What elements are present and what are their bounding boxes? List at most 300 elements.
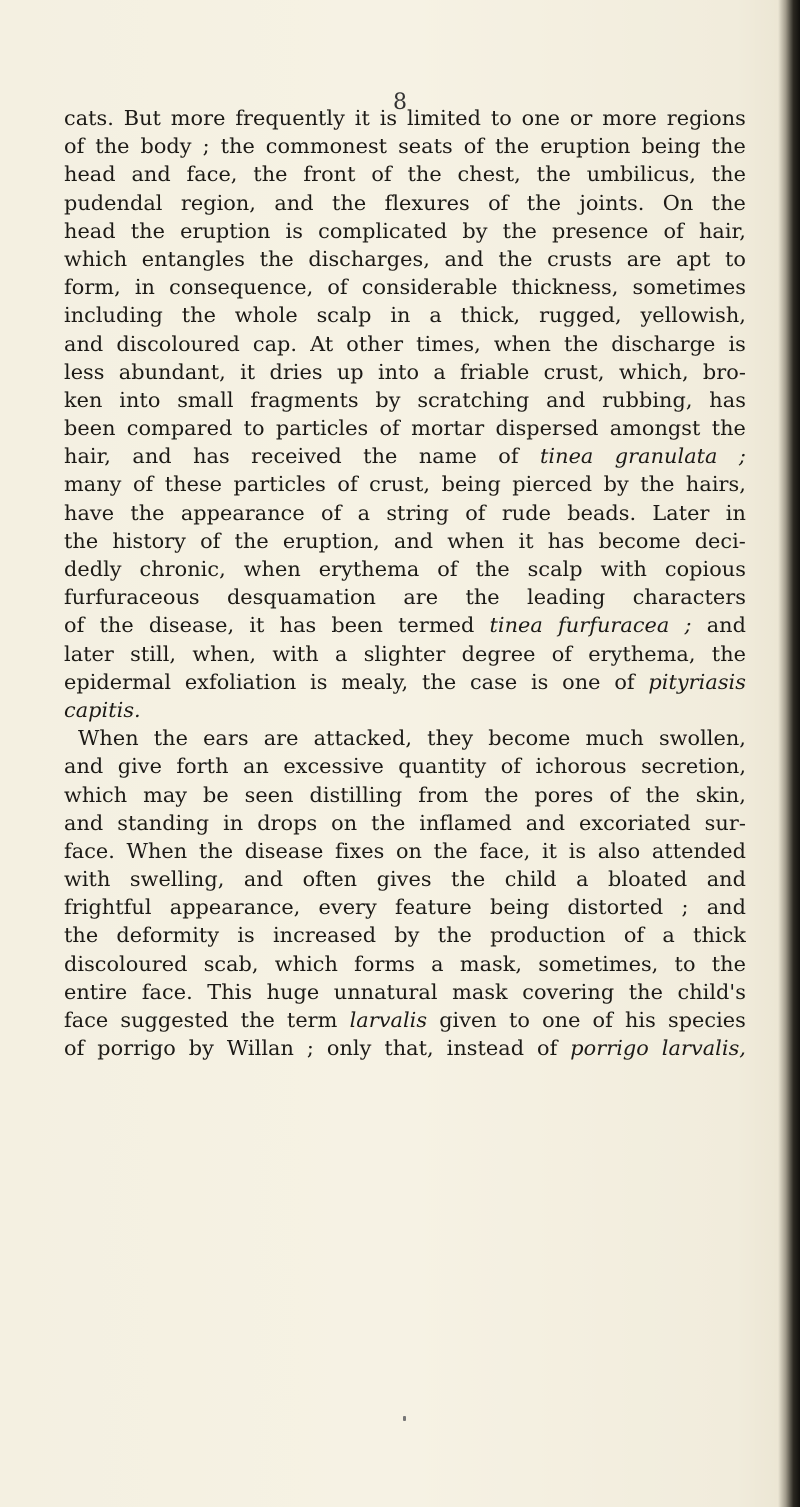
word: the	[198, 838, 234, 863]
text-line	[64, 470, 746, 498]
word: of	[592, 1008, 613, 1032]
word: forms	[354, 951, 415, 976]
word: of	[500, 754, 522, 779]
word: to	[674, 951, 696, 976]
word: one	[542, 1008, 581, 1032]
word: hair,	[698, 218, 746, 243]
word: leading	[527, 585, 606, 610]
word: to	[243, 416, 265, 441]
word: the	[64, 923, 99, 948]
word: abundant,	[118, 359, 226, 384]
word: by	[462, 218, 488, 243]
word: appearance	[180, 500, 305, 525]
word: it	[249, 613, 265, 638]
word: excessive	[283, 754, 384, 779]
word: and	[546, 387, 586, 412]
text-line	[64, 583, 746, 611]
word: in	[223, 810, 244, 835]
word: furfuracea	[558, 613, 670, 638]
word: furfuraceous	[64, 585, 200, 610]
word: of	[537, 1036, 558, 1061]
word: by	[603, 472, 629, 497]
word: discharge	[611, 331, 716, 356]
word: the	[495, 134, 530, 159]
word: and	[525, 810, 566, 835]
word: drops	[257, 810, 318, 835]
word: the	[153, 726, 188, 751]
word: ears	[203, 726, 249, 751]
word: the	[259, 246, 294, 271]
word: limited	[406, 106, 481, 130]
word: the	[421, 669, 457, 694]
word: one	[521, 106, 560, 130]
word: much	[585, 726, 644, 751]
word: presence	[552, 218, 649, 243]
word: it	[354, 106, 370, 130]
word: be	[203, 782, 229, 807]
word: or	[569, 106, 593, 130]
word: body	[140, 134, 192, 159]
word: the	[645, 782, 680, 807]
word: cats.	[64, 106, 114, 130]
ink-speck	[403, 1416, 406, 1421]
word: the	[437, 923, 472, 948]
word: of	[337, 472, 358, 497]
word: that,	[384, 1036, 434, 1061]
word: region,	[180, 190, 256, 215]
word: the	[498, 246, 533, 271]
word: form,	[64, 275, 121, 300]
word: termed	[398, 613, 475, 638]
word: disease	[244, 838, 324, 863]
word: sometimes,	[538, 951, 659, 976]
text-line	[64, 865, 746, 893]
word: a	[429, 303, 442, 328]
word: distorted	[567, 895, 664, 920]
text-line	[64, 837, 746, 865]
word: mortar	[411, 416, 485, 441]
word: become	[598, 528, 681, 553]
text-line	[64, 104, 746, 132]
word: the	[130, 218, 165, 243]
word: seats	[398, 134, 453, 159]
word: the	[253, 162, 288, 187]
word: tinea	[540, 444, 594, 469]
word: to	[490, 106, 512, 130]
word: of	[64, 1036, 85, 1061]
text-line	[64, 499, 746, 527]
word: instead	[446, 1036, 525, 1061]
text-line	[64, 414, 746, 442]
word: the	[711, 951, 746, 976]
word: and	[64, 754, 104, 779]
word: often	[302, 867, 358, 892]
word: larvalis,	[661, 1036, 746, 1061]
text-line	[64, 330, 746, 358]
text-line	[64, 555, 746, 583]
word: At	[310, 331, 334, 356]
word: face.	[64, 838, 115, 863]
word: on	[395, 838, 422, 863]
word: in	[390, 303, 411, 328]
word: in	[134, 275, 156, 300]
word: eruption,	[282, 528, 380, 553]
text-line	[64, 640, 746, 668]
word: child's	[677, 979, 746, 1004]
word: and	[132, 444, 172, 469]
word: when	[243, 557, 301, 581]
word: a	[335, 641, 348, 666]
word: discharges,	[308, 246, 430, 271]
word: secretion,	[641, 754, 746, 779]
body-text	[64, 104, 746, 1062]
word: has	[193, 444, 230, 469]
word: an	[242, 754, 269, 779]
text-line	[64, 1034, 746, 1062]
word: fixes	[335, 838, 385, 863]
text-line	[64, 273, 746, 301]
text-line	[64, 809, 746, 837]
word: the	[433, 838, 468, 863]
text-line	[64, 978, 746, 1006]
word: attended	[651, 838, 746, 863]
word: face	[64, 1008, 109, 1032]
word: the	[234, 528, 269, 553]
text-line	[64, 358, 746, 386]
word: the	[536, 162, 571, 187]
word: But	[123, 106, 161, 130]
word: child	[504, 867, 557, 892]
word: has	[547, 528, 585, 553]
word: thick,	[460, 303, 521, 328]
word: is	[379, 106, 398, 130]
word: ;	[738, 444, 746, 469]
word: umbilicus,	[586, 162, 696, 187]
word: ken	[64, 387, 103, 412]
word: head	[64, 218, 116, 243]
word: ;	[684, 613, 692, 638]
word: the	[331, 190, 367, 215]
word: other	[346, 331, 404, 356]
text-line	[64, 132, 746, 160]
word: swelling,	[129, 867, 225, 892]
word: a	[433, 359, 446, 384]
word: times,	[416, 331, 481, 356]
word: suggested	[120, 1008, 229, 1032]
word: gives	[376, 867, 432, 892]
word: frightful	[64, 895, 152, 920]
word: of	[371, 162, 392, 187]
word: when	[493, 331, 551, 356]
word: thick	[693, 923, 746, 948]
word: amongst	[609, 416, 701, 441]
word: ;	[202, 134, 210, 159]
word: with	[600, 557, 647, 581]
word: many	[64, 472, 122, 497]
word: porrigo	[97, 1036, 176, 1061]
word: case	[469, 669, 518, 694]
word: the	[628, 979, 663, 1004]
text-line	[64, 950, 746, 978]
word: a	[662, 923, 675, 948]
word: the	[181, 303, 216, 328]
word: and	[274, 190, 314, 215]
word: hair,	[64, 444, 111, 469]
word: apt	[676, 246, 711, 271]
word: pierced	[512, 472, 593, 497]
word: mask	[452, 979, 508, 1004]
word: joints.	[579, 190, 645, 215]
word: regions	[666, 106, 746, 130]
word: less	[64, 359, 105, 384]
word: the	[711, 190, 746, 215]
word: seen	[244, 782, 294, 807]
word: skin,	[695, 782, 746, 807]
word: desquamation	[226, 585, 376, 610]
word: slighter	[363, 641, 446, 666]
word: pudendal	[64, 190, 163, 215]
word: when,	[192, 641, 257, 666]
word: rubbing,	[602, 387, 693, 412]
word: dispersed	[495, 416, 599, 441]
word: is	[310, 669, 328, 694]
word: and	[706, 613, 746, 638]
text-line	[64, 442, 746, 470]
word: term	[286, 1008, 338, 1032]
text-line	[64, 217, 746, 245]
word: more	[602, 106, 657, 130]
word: with	[64, 867, 111, 892]
word: face,	[186, 162, 238, 187]
word: of	[465, 500, 486, 525]
word: being	[489, 895, 550, 920]
word: it	[240, 359, 256, 384]
text-line	[64, 893, 746, 921]
word: capitis.	[64, 697, 141, 722]
word: which,	[618, 359, 689, 384]
text-line	[64, 160, 746, 188]
word: have	[64, 500, 115, 525]
word: give	[117, 754, 162, 779]
word: Later	[652, 500, 710, 525]
word: by	[375, 387, 401, 412]
word: feature	[395, 895, 472, 920]
word: scratching	[417, 387, 530, 412]
word: particles	[275, 416, 369, 441]
word: the	[711, 416, 746, 441]
word: scab,	[203, 951, 259, 976]
word: thickness,	[511, 275, 619, 300]
word: the	[465, 585, 500, 610]
word: of	[488, 190, 509, 215]
text-line	[64, 386, 746, 414]
word: by	[188, 1036, 214, 1061]
word: production	[490, 923, 606, 948]
word: of	[463, 134, 485, 159]
word: Willan	[226, 1036, 294, 1061]
word: particles	[233, 472, 326, 497]
word: to	[508, 1008, 530, 1032]
word: of	[64, 613, 85, 638]
word: beads.	[567, 500, 637, 525]
word: of	[663, 218, 684, 243]
word: standing	[117, 810, 210, 835]
word: quantity	[398, 754, 487, 779]
word: bro-	[702, 359, 746, 384]
word: the	[475, 557, 510, 581]
word: pityriasis	[648, 669, 746, 694]
word: the	[130, 500, 165, 525]
word: mask,	[459, 951, 523, 976]
text-line	[64, 752, 746, 780]
word: still,	[130, 641, 177, 666]
word: ;	[306, 1036, 314, 1061]
word: deci-	[694, 528, 746, 553]
word: is	[728, 331, 746, 356]
text-line	[64, 611, 746, 639]
word: a	[431, 951, 444, 976]
word: of	[200, 528, 221, 553]
word: head	[64, 162, 116, 187]
word: commonest	[265, 134, 388, 159]
word: from	[418, 782, 469, 807]
word: consequence,	[169, 275, 314, 300]
word: forth	[176, 754, 229, 779]
word: the	[711, 641, 746, 666]
word: the	[363, 444, 398, 469]
word: scalp	[316, 303, 372, 328]
word: is	[568, 838, 587, 863]
word: This	[207, 979, 253, 1004]
word: fragments	[250, 387, 359, 412]
word: flexures	[384, 190, 470, 215]
word: it	[518, 528, 534, 553]
word: of	[327, 275, 348, 300]
word: crusts	[547, 246, 613, 271]
word: crust,	[369, 472, 431, 497]
word: the	[484, 782, 519, 807]
word: eruption	[180, 218, 271, 243]
word: and	[64, 331, 104, 356]
word: the	[640, 472, 675, 497]
word: of	[64, 134, 85, 159]
word: being	[641, 134, 701, 159]
word: received	[251, 444, 342, 469]
word: sometimes	[632, 275, 746, 300]
word: copious	[664, 557, 746, 581]
word: rugged,	[539, 303, 622, 328]
word: are	[626, 246, 662, 271]
word: erythema,	[588, 641, 696, 666]
word: swollen,	[658, 726, 746, 751]
word: huge	[266, 979, 320, 1004]
word: bloated	[608, 867, 688, 892]
word: may	[143, 782, 188, 807]
word: more	[170, 106, 226, 130]
word: deformity	[116, 923, 220, 948]
word: in	[725, 500, 746, 525]
word: a	[576, 867, 589, 892]
word: inflamed	[419, 810, 512, 835]
word: dries	[269, 359, 323, 384]
word: being	[441, 472, 501, 497]
word: degree	[461, 641, 536, 666]
word: his	[624, 1008, 656, 1032]
text-line	[64, 1006, 746, 1034]
word: tinea	[489, 613, 543, 638]
word: of	[437, 557, 458, 581]
word: species	[667, 1008, 746, 1032]
word: frequently	[235, 106, 345, 130]
word: given	[439, 1008, 497, 1032]
word: the	[220, 134, 255, 159]
word: are	[263, 726, 299, 751]
word: rude	[501, 500, 551, 525]
word: the	[502, 218, 537, 243]
word: exfoliation	[184, 669, 297, 694]
word: small	[177, 387, 234, 412]
word: the	[711, 134, 746, 159]
word: compared	[126, 416, 233, 441]
word: into	[377, 359, 420, 384]
word: face,	[479, 838, 531, 863]
word: erythema	[318, 557, 420, 581]
word: disease,	[148, 613, 235, 638]
word: and	[393, 528, 434, 553]
word: and	[64, 810, 104, 835]
word: they	[427, 726, 474, 751]
text-line	[64, 245, 746, 273]
word: which	[274, 951, 338, 976]
word: of	[623, 923, 645, 948]
word: entangles	[141, 246, 245, 271]
word: characters	[632, 585, 746, 610]
word: mealy,	[341, 669, 409, 694]
word: the	[240, 1008, 275, 1032]
text-line	[64, 781, 746, 809]
word: a	[357, 500, 371, 525]
word: and	[243, 867, 284, 892]
word: to	[724, 246, 746, 271]
word: including	[64, 303, 163, 328]
word: friable	[460, 359, 530, 384]
word: been	[64, 416, 116, 441]
word: is	[285, 218, 303, 243]
word: covering	[522, 979, 615, 1004]
word: which	[64, 782, 128, 807]
word: ;	[681, 895, 689, 920]
word: up	[336, 359, 364, 384]
word: complicated	[318, 218, 448, 243]
word: the	[711, 162, 746, 187]
word: the	[451, 867, 486, 892]
text-line	[64, 696, 746, 724]
word: distilling	[309, 782, 403, 807]
word: of	[498, 444, 519, 469]
word: scalp	[527, 557, 583, 581]
word: excoriated	[579, 810, 691, 835]
word: into	[119, 387, 161, 412]
word: the	[371, 810, 406, 835]
word: has	[709, 387, 746, 412]
word: one	[562, 669, 601, 694]
word: and	[706, 867, 746, 892]
word: of	[132, 472, 154, 497]
word: epidermal	[64, 669, 172, 694]
word: history	[112, 528, 186, 553]
word: these	[164, 472, 223, 497]
word: chronic,	[139, 557, 226, 581]
